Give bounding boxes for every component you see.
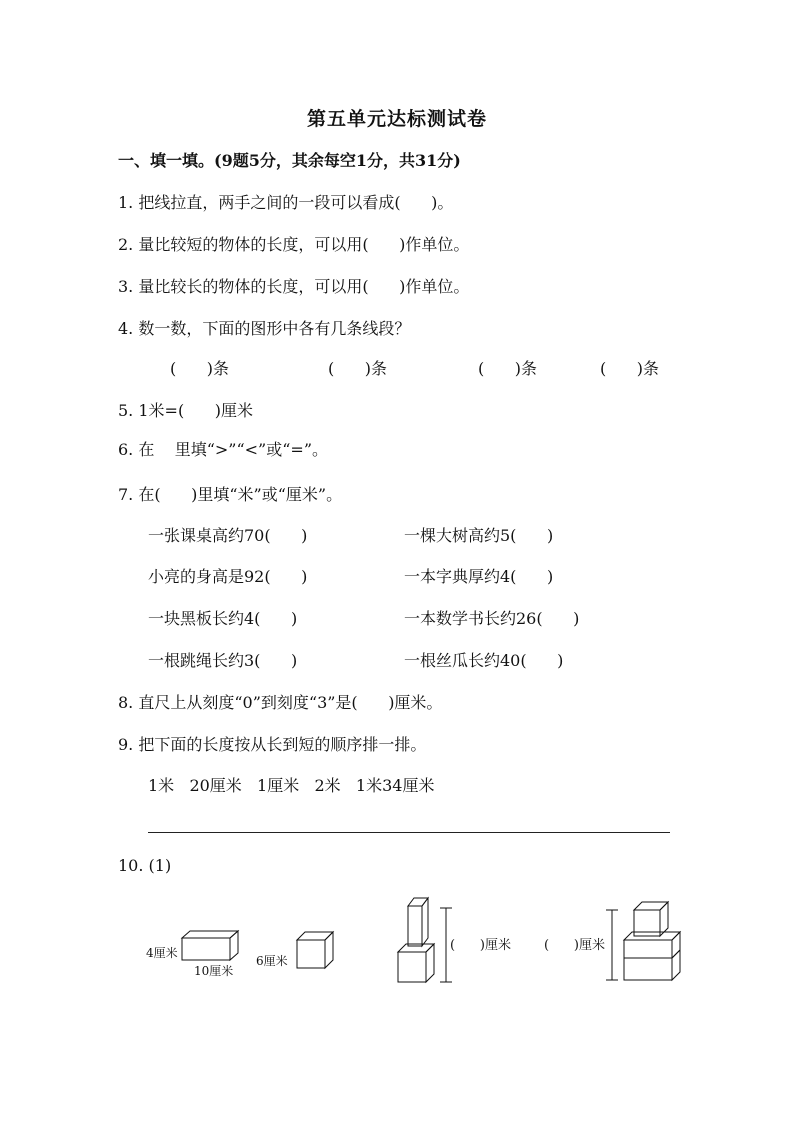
q4-answer-3[interactable]: ( )条 [478, 359, 538, 378]
question-3: 3. 量比较长的物体的长度，可以用( )作单位。 [118, 277, 470, 296]
q4-answer-1[interactable]: ( )条 [170, 359, 230, 378]
q7-item-7: 一根跳绳长约3( ) [148, 651, 298, 670]
cube-edge-label: 6厘米 [256, 954, 288, 968]
cube-figure [295, 930, 337, 972]
q7-item-1: 一张课桌高约70( ) [148, 526, 308, 545]
cuboid-height-label: 4厘米 [146, 946, 178, 960]
q7-item-8: 一根丝瓜长约40( ) [404, 651, 564, 670]
question-9: 9. 把下面的长度按从长到短的顺序排一排。 [118, 735, 427, 754]
stack-figure-1 [396, 890, 452, 986]
stack-1-answer[interactable]: ( )厘米 [450, 938, 511, 953]
q7-item-6: 一本数学书长约26( ) [404, 609, 580, 628]
stack-2-answer[interactable]: ( )厘米 [544, 938, 605, 953]
q4-answer-2[interactable]: ( )条 [328, 359, 388, 378]
q4-answer-4[interactable]: ( )条 [600, 359, 660, 378]
question-6: 6. 在 里填“>”“<”或“=”。 [118, 440, 328, 459]
question-5: 5. 1米=( )厘米 [118, 401, 253, 420]
question-8: 8. 直尺上从刻度“0”到刻度“3”是( )厘米。 [118, 693, 443, 712]
question-2: 2. 量比较短的物体的长度，可以用( )作单位。 [118, 235, 470, 254]
q7-item-5: 一块黑板长约4( ) [148, 609, 298, 628]
cuboid-length-label: 10厘米 [194, 964, 234, 978]
page-title: 第五单元达标测试卷 [306, 108, 487, 130]
answer-line[interactable] [148, 832, 670, 833]
q7-item-2: 一棵大树高约5( ) [404, 526, 554, 545]
cuboid-figure [180, 928, 242, 964]
q9-lengths: 1米 20厘米 1厘米 2米 1米34厘米 [148, 776, 435, 795]
q7-item-4: 一本字典厚约4( ) [404, 567, 554, 586]
question-10: 10. (1) [118, 856, 172, 875]
question-4: 4. 数一数，下面的图形中各有几条线段？ [118, 319, 411, 338]
question-1: 1. 把线拉直，两手之间的一段可以看成( )。 [118, 193, 454, 212]
stack-figure-2 [602, 894, 686, 984]
section-heading: 一、填一填。(9题5分，其余每空1分，共31分) [118, 151, 461, 170]
question-7: 7. 在( )里填“米”或“厘米”。 [118, 485, 343, 504]
q7-item-3: 小亮的身高是92( ) [148, 567, 308, 586]
